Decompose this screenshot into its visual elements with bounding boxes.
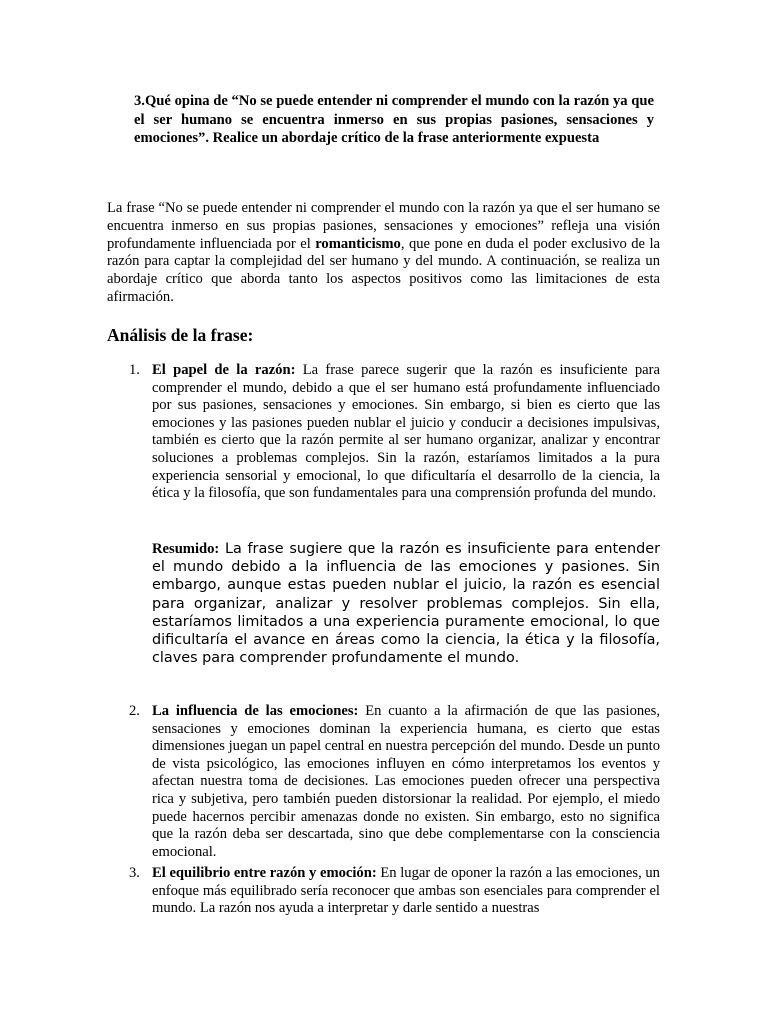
intro-text-before: La frase “No se puede entender ni comprender el mundo con la razón ya que el ser humano se encuentra inmerso en sus propias pasiones, sensaciones y emociones” refleja una visión profundamente influenciada por el bbox=[107, 200, 660, 252]
list-item-text: La frase parece sugerir que la razón es insuficiente para comprender el mundo, debido a que el ser humano está profundamente influenciado por sus pasiones, sensaciones y emociones. Sin embargo, si bien es cierto que las emociones y las pasiones pueden nublar el juicio y conducir a decisiones impulsivas, también es cierto que la razón permite al ser humano organizar, analizar y encontrar soluciones a problemas complejos. Sin la razón, estaríamos limitados a la pura experiencia sensorial y emocional, lo que dificultaría el desarrollo de la ciencia, la ética y la filosofía, que son fundamentales para una comprensión profunda del mundo. bbox=[152, 362, 661, 502]
list-item-title: La influencia de las emociones: bbox=[152, 703, 359, 719]
summary-paragraph bbox=[152, 540, 660, 667]
list-item-title: El papel de la razón: bbox=[152, 362, 296, 378]
list-number: 3. bbox=[129, 865, 140, 881]
summary-text: La frase sugiere que la razón es insuficiente para entender el mundo debido a la influencia de las emociones y pasiones. Sin embargo, aunque estas pueden nublar el juicio, la razón es esencial para organizar, analizar y resolver problemas complejos. Sin ella, estaríamos limitados a una experiencia puramente emocional, lo que dificultaría el avance en áreas como la ciencia, la ética y la filosofía, claves para comprender profundamente el mundo. bbox=[152, 541, 660, 667]
list-item-text: En lugar de oponer la razón a las emociones, un enfoque más equilibrado sería reconocer que ambas son esenciales para comprender el mundo. La razón nos ayuda a interpretar y darle sentido a nuestras bbox=[152, 865, 660, 917]
list-item-title: El equilibrio entre razón y emoción: bbox=[152, 865, 377, 881]
section-heading: Análisis de la frase: bbox=[107, 325, 254, 345]
intro-bold-term: romanticismo bbox=[315, 235, 401, 252]
list-item-1 bbox=[129, 362, 661, 503]
list-number: 1. bbox=[129, 362, 140, 378]
question-heading: 3.Qué opina de “No se puede entender ni comprender el mundo con la razón ya que el ser humano se encuentra inmerso en sus propias pasiones, sensaciones y emociones”. Realice un abordaje crítico de la frase anteriormente expuesta bbox=[134, 93, 654, 146]
summary-label: Resumido: bbox=[152, 541, 220, 557]
intro-text-after: , que pone en duda el poder exclusivo de la razón para captar la complejidad del ser humano y del mundo. A continuación, se realiza un abordaje crítico que aborda tanto los aspectos positivos como las limitaciones de esta afirmación. bbox=[107, 235, 660, 305]
intro-paragraph bbox=[107, 200, 660, 307]
list-item-text: En cuanto a la afirmación de que las pasiones, sensaciones y emociones dominan la experiencia humana, es cierto que estas dimensiones juegan un papel central en nuestra percepción del mundo. Desde un punto de vista psicológico, las emociones influyen en cómo interpretamos los eventos y afectan nuestra toma de decisiones. Las emociones pueden ofrecer una perspectiva rica y subjetiva, pero también pueden distorsionar la realidad. Por ejemplo, el miedo puede hacernos percibir amenazas donde no existen. Sin embargo, esto no significa que la razón deba ser descartada, sino que debe complementarse con la consciencia emocional. bbox=[152, 703, 660, 860]
list-item-2 bbox=[129, 703, 660, 861]
list-item-3 bbox=[129, 865, 660, 918]
list-number: 2. bbox=[129, 703, 140, 719]
